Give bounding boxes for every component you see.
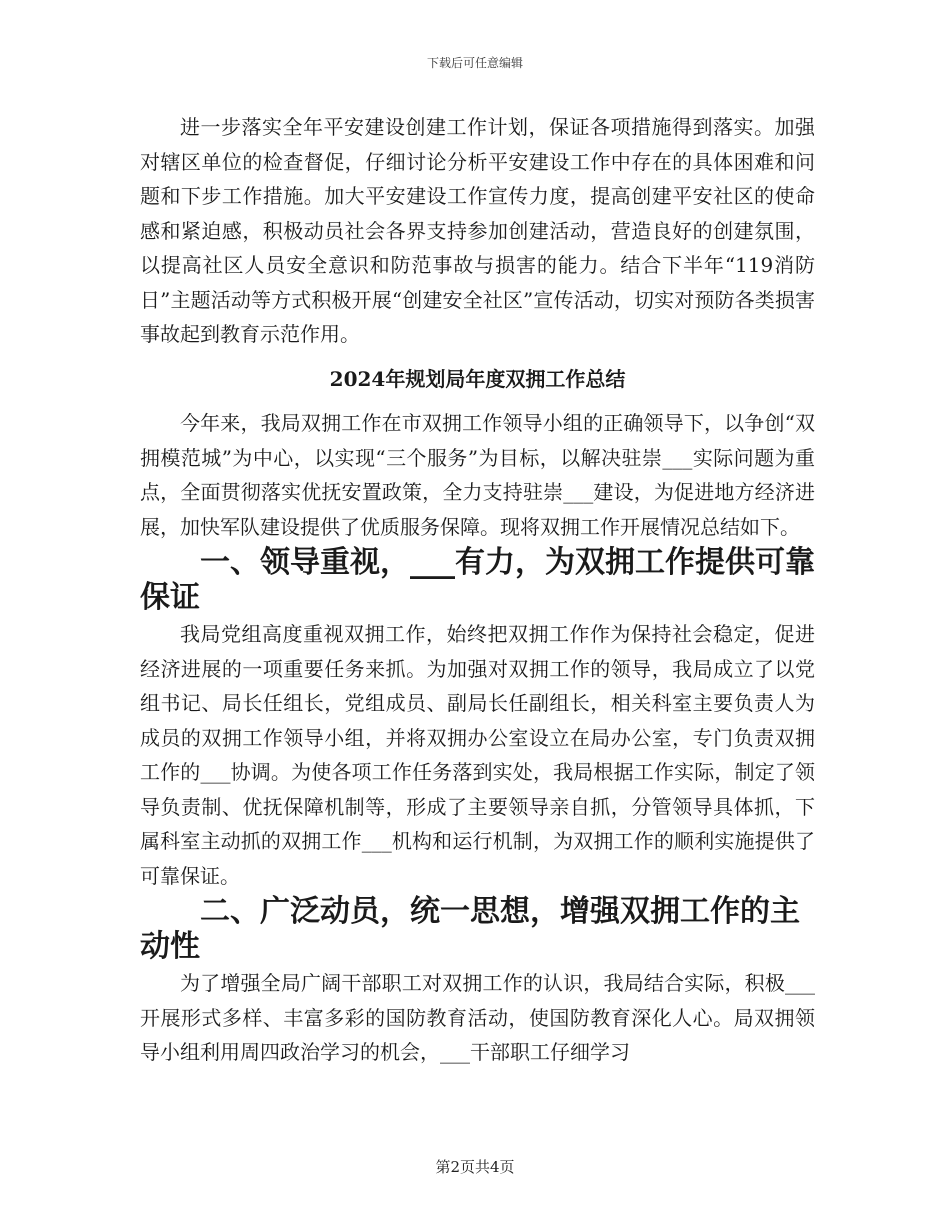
document-body [140,110,815,1070]
opening-paragraph: 今年来，我局双拥工作在市双拥工作领导小组的正确领导下，以争创“双拥模范城”为中心，以实现“三个服务”为目标，以解决驻崇___实际问题为重点，全面贯彻落实优抚安置政策，全力支持驻崇___建设，为促进地方经济进展，加快军队建设提供了优质服务保障。现将双拥工作开展情况总结如下。 [140,411,815,539]
section-paragraph-1: 我局党组高度重视双拥工作，始终把双拥工作作为保持社会稳定，促进经济进展的一项重要任务来抓。为加强对双拥工作的领导，我局成立了以党组书记、局长任组长，党组成员、副局长任副组长，相关科室主要负责人为成员的双拥工作领导小组，并将双拥办公室设立在局办公室，专门负责双拥工作的___协调。为使各项工作任务落到实处，我局根据工作实际，制定了领导负责制、优抚保障机制等，形成了主要领导亲自抓，分管领导具体抓，下属科室主动抓的双拥工作___机构和运行机制，为双拥工作的顺利实施提供了可靠保证。 [140,622,815,888]
page-footer: 第2页共4页 [435,1158,515,1176]
document-title: 2024年规划局年度双拥工作总结 [329,366,626,391]
section-paragraph-2: 为了增强全局广阔干部职工对双拥工作的认识，我局结合实际，积极___开展形式多样、丰富多彩的国防教育活动，使国防教育深化人心。局双拥领导小组利用周四政治学习的机会，___干部职工仔细学习 [140,971,815,1064]
section-heading-2: 二、广泛动员，统一思想，增强双拥工作的主动性 [140,894,800,964]
section-heading-1: 一、领导重视，___有力，为双拥工作提供可靠保证 [140,545,815,615]
intro-paragraph: 进一步落实全年平安建设创建工作计划，保证各项措施得到落实。加强对辖区单位的检查督促，仔细讨论分析平安建设工作中存在的具体困难和问题和下步工作措施。加大平安建设工作宣传力度，提高创建平安社区的使命感和紧迫感，积极动员社会各界支持参加创建活动，营造良好的创建氛围，以提高社区人员安全意识和防范事故与损害的能力。结合下半年“119消防日”主题活动等方式积极开展“创建安全社区”宣传活动，切实对预防各类损害事故起到教育示范作用。 [140,115,815,346]
page-header: 下载后可任意编辑 [426,56,523,70]
